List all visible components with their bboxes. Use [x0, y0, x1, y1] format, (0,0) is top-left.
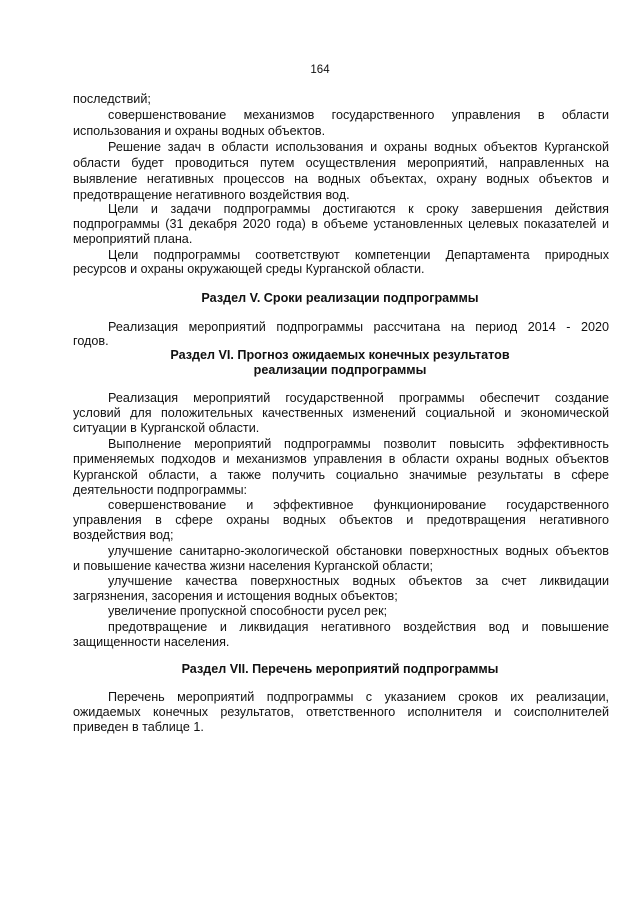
text-line: Цели и задачи подпрограммы достигаются к сроку завершения действия [108, 202, 609, 216]
text-line: годов. [73, 334, 109, 348]
text-line: загрязнения, засорения и истощения водных объектов; [73, 589, 398, 603]
text-line: улучшение качества поверхностных водных объектов за счет ликвидации [108, 574, 609, 588]
text-line: ресурсов и охраны окружающей среды Курганской области. [73, 262, 425, 276]
text-line: выявление негативных процессов на водных объектах, охрану водных объектов и [73, 172, 609, 186]
section-heading: реализации подпрограммы [253, 363, 427, 377]
text-line: Курганской области, а также получить социально значимые результаты в сфере [73, 468, 609, 482]
text-line: ожидаемых конечных результатов, ответственного исполнителя и соисполнителей [73, 705, 609, 719]
page-number: 164 [310, 64, 330, 76]
text-line: области будет проводиться путем осуществления мероприятий, направленных на [73, 156, 609, 170]
section-heading: Раздел VII. Перечень мероприятий подпрограммы [181, 662, 499, 676]
text-line: предотвращение негативного воздействия вод. [73, 188, 350, 202]
text-line: совершенствование и эффективное функционирование государственного [108, 498, 609, 512]
section-heading: Раздел VI. Прогноз ожидаемых конечных результатов [170, 348, 510, 362]
text-line: Выполнение мероприятий подпрограммы позволит повысить эффективность [108, 437, 609, 451]
text-line: применяемых подходов и механизмов управления в области охраны водных объектов [73, 452, 609, 466]
text-line: использования и охраны водных объектов. [73, 124, 326, 138]
text-line: предотвращение и ликвидация негативного воздействия вод и повышение [108, 620, 609, 634]
text-line: Реализация мероприятий подпрограммы рассчитана на период 2014 - 2020 [108, 320, 609, 334]
text-line: Перечень мероприятий подпрограммы с указанием сроков их реализации, [108, 690, 609, 704]
text-line: подпрограммы (31 декабря 2020 года) в объеме установленных целевых показателей и [73, 217, 609, 231]
text-line: совершенствование механизмов государственного управления в области [108, 108, 609, 122]
text-line: мероприятий плана. [73, 232, 193, 246]
text-line: Решение задач в области использования и охраны водных объектов Курганской [108, 140, 609, 154]
text-line: увеличение пропускной способности русел рек; [108, 604, 388, 618]
text-line: последствий; [73, 92, 151, 106]
text-line: приведен в таблице 1. [73, 720, 204, 734]
text-line: деятельности подпрограммы: [73, 483, 248, 497]
text-line: Реализация мероприятий государственной программы обеспечит создание [108, 391, 609, 405]
text-line: и повышение качества жизни населения Курганской области; [73, 559, 433, 573]
text-line: Цели подпрограммы соответствуют компетенции Департамента природных [108, 248, 609, 262]
text-line: улучшение санитарно-экологической обстановки поверхностных водных объектов [108, 544, 609, 558]
text-line: условий для положительных качественных изменений социальной и экономической [73, 406, 609, 420]
text-line: воздействия вод; [73, 528, 174, 542]
text-line: управления в сфере охраны водных объектов и предотвращения негативного [73, 513, 609, 527]
text-line: ситуации в Курганской области. [73, 421, 260, 435]
text-line: защищенности населения. [73, 635, 230, 649]
section-heading: Раздел V. Сроки реализации подпрограммы [201, 291, 479, 305]
